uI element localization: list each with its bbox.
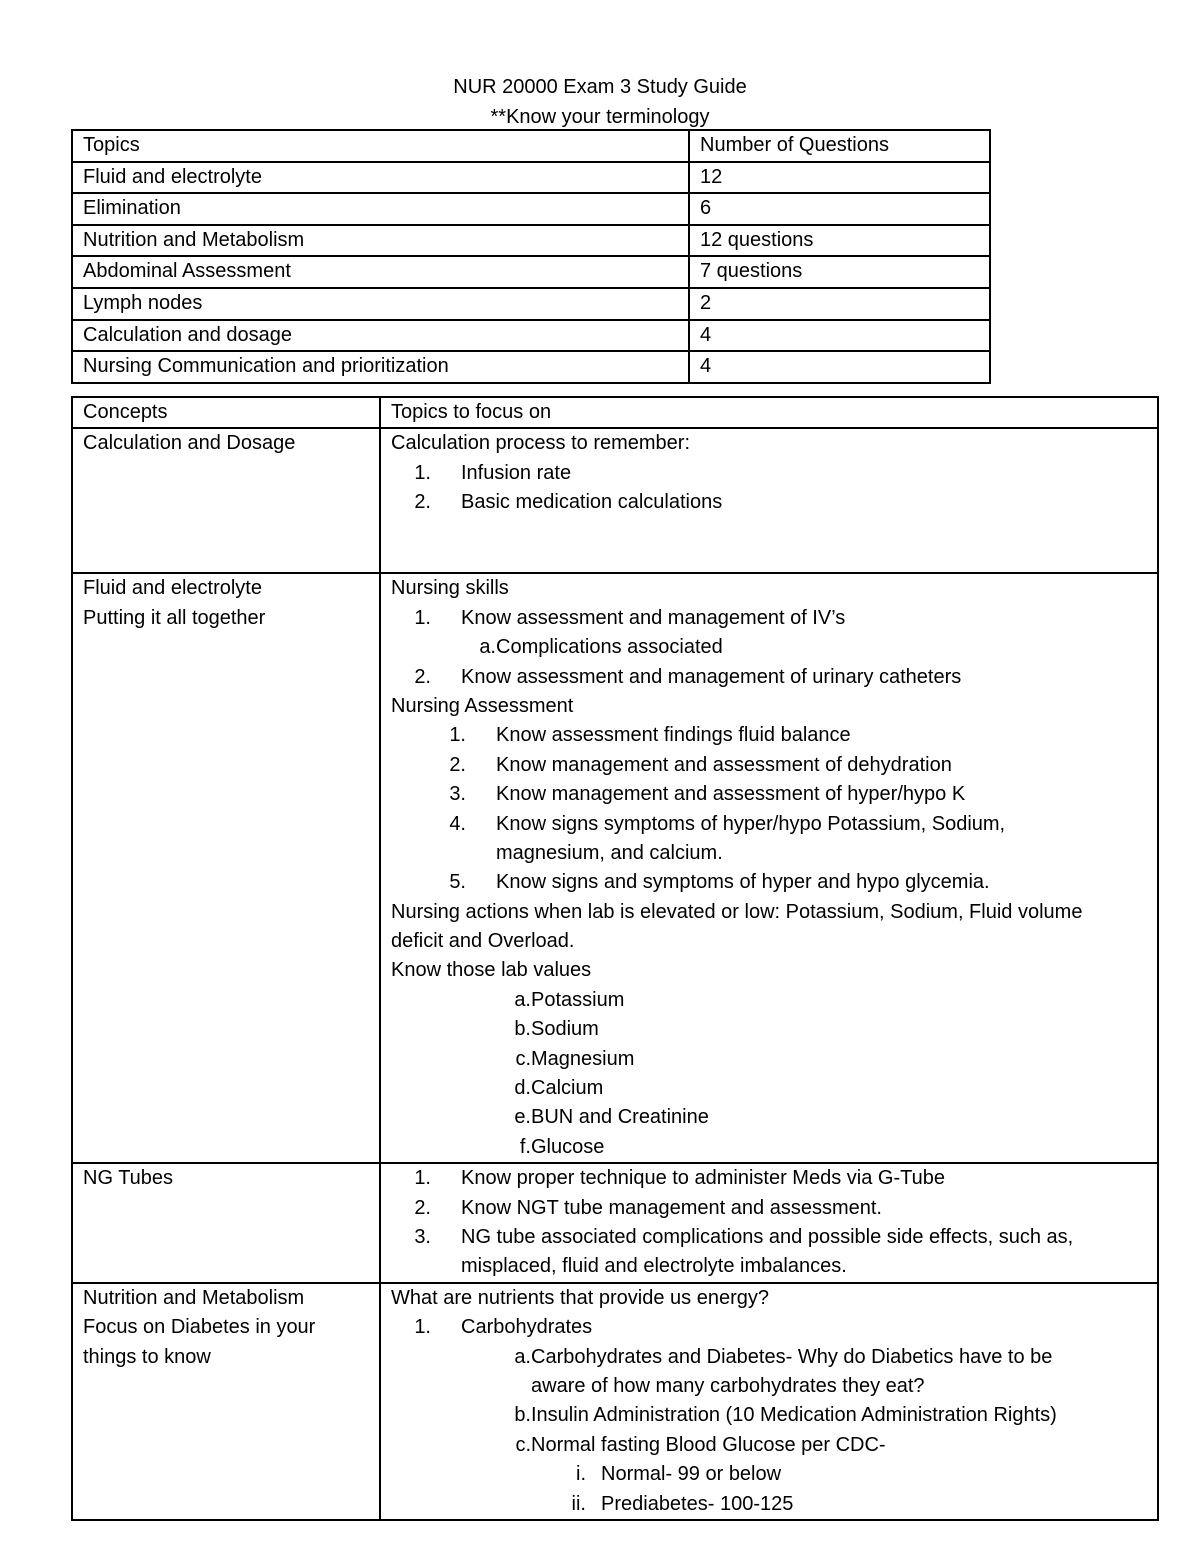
topics-table	[71, 129, 991, 384]
concept-name: NG Tubes	[83, 1167, 174, 1190]
topic-cell: Abdominal Assessment	[72, 256, 689, 288]
table-row	[72, 1283, 1158, 1520]
list-item-continuation: aware of how many carbohydrates they eat?	[531, 1374, 925, 1397]
list-item: a. Carbohydrates and Diabetes- Why do Diabetics have to be	[514, 1345, 1053, 1368]
list-item: 5. Know signs and symptoms of hyper and hypo glycemia.	[449, 871, 990, 894]
focus-cell	[380, 1163, 1158, 1283]
list-item: 2. Know NGT tube management and assessment.	[414, 1196, 882, 1219]
list-item: 1. Know assessment findings fluid balance	[449, 724, 851, 747]
topic-cell: Nursing Communication and prioritization	[72, 351, 689, 383]
section-heading: Nursing skills	[391, 577, 509, 600]
focus-cell	[380, 1283, 1158, 1520]
table-row	[72, 193, 990, 225]
concept-cell	[72, 573, 380, 1163]
topic-cell: Elimination	[72, 193, 689, 225]
focus-cell	[380, 428, 1158, 573]
concept-name: Nutrition and Metabolism	[83, 1286, 305, 1309]
concept-cell	[72, 1283, 380, 1520]
table-row	[72, 288, 990, 320]
concept-subtitle: Focus on Diabetes in your	[83, 1316, 316, 1339]
header-topics-to-focus-on: Topics to focus on	[380, 397, 1158, 428]
list-item: f. Glucose	[519, 1135, 605, 1158]
topic-cell: Lymph nodes	[72, 288, 689, 320]
list-item: i. Normal- 99 or below	[576, 1463, 782, 1486]
list-item: 1. Know proper technique to administer Meds via G-Tube	[414, 1167, 945, 1190]
list-item: 1. Know assessment and management of IV’s	[414, 606, 846, 629]
nursing-actions-text: deficit and Overload.	[391, 930, 575, 953]
question-count-cell: 12 questions	[689, 225, 990, 257]
header-concepts: Concepts	[72, 397, 380, 428]
question-count-cell: 4	[689, 351, 990, 383]
list-item: b. Sodium	[514, 1018, 599, 1041]
table-row	[72, 320, 990, 352]
concepts-table	[71, 396, 1159, 1521]
list-item: c. Normal fasting Blood Glucose per CDC-	[515, 1433, 886, 1456]
question-count-cell: 2	[689, 288, 990, 320]
section-heading: Nursing Assessment	[391, 694, 574, 717]
list-item: 1. Infusion rate	[414, 461, 572, 484]
list-item: ii. Prediabetes- 100-125	[571, 1492, 794, 1515]
list-item: 3. Know management and assessment of hyper/hypo K	[449, 783, 966, 806]
concept-name: Calculation and Dosage	[83, 432, 296, 455]
question-count-cell: 4	[689, 320, 990, 352]
table-header-row	[72, 130, 990, 162]
question-count-cell: 12	[689, 162, 990, 194]
focus-intro: Calculation process to remember:	[391, 432, 691, 455]
header-topics: Topics	[72, 130, 689, 162]
nursing-actions-text: Nursing actions when lab is elevated or low: Potassium, Sodium, Fluid volume	[391, 900, 1083, 923]
table-row	[72, 225, 990, 257]
concept-subtitle: Putting it all together	[83, 606, 266, 629]
table-row	[72, 162, 990, 194]
list-item: 4. Know signs symptoms of hyper/hypo Potassium, Sodium,	[449, 812, 1006, 835]
concept-subtitle: things to know	[83, 1345, 211, 1368]
list-item: e. BUN and Creatinine	[514, 1106, 709, 1129]
document-subtitle: **Know your terminology	[490, 106, 710, 128]
table-header-row	[72, 397, 1158, 428]
list-item: 1. Carbohydrates	[414, 1316, 593, 1339]
section-heading: Know those lab values	[391, 959, 592, 982]
list-item: c. Magnesium	[515, 1047, 635, 1070]
concept-name: Fluid and electrolyte	[83, 577, 262, 600]
focus-intro: What are nutrients that provide us energy?	[391, 1286, 769, 1309]
document-title: NUR 20000 Exam 3 Study Guide	[453, 76, 747, 98]
list-item: 3. NG tube associated complications and possible side effects, such as,	[414, 1226, 1074, 1248]
header-number-of-questions: Number of Questions	[689, 130, 990, 162]
table-row	[72, 573, 1158, 1163]
list-item: 2. Know assessment and management of urinary catheters	[414, 665, 962, 688]
focus-cell	[380, 573, 1158, 1163]
table-row	[72, 1163, 1158, 1283]
list-item-continuation: magnesium, and calcium.	[496, 841, 723, 864]
list-item: a. Complications associated	[479, 636, 723, 659]
table-row	[72, 256, 990, 288]
list-item: b. Insulin Administration (10 Medication Administration Rights)	[514, 1404, 1057, 1427]
topic-cell: Nutrition and Metabolism	[72, 225, 689, 257]
concept-cell	[72, 428, 380, 573]
table-row	[72, 428, 1158, 573]
table-row	[72, 351, 990, 383]
question-count-cell: 7 questions	[689, 256, 990, 288]
list-item: d. Calcium	[514, 1077, 604, 1100]
question-count-cell: 6	[689, 193, 990, 225]
list-item: a. Potassium	[514, 988, 625, 1011]
list-item: 2. Basic medication calculations	[414, 491, 723, 514]
list-item-continuation: misplaced, fluid and electrolyte imbalances.	[461, 1255, 847, 1278]
list-item: 2. Know management and assessment of dehydration	[449, 753, 952, 776]
concept-cell	[72, 1163, 380, 1283]
title-block	[0, 72, 1200, 132]
topic-cell: Fluid and electrolyte	[72, 162, 689, 194]
topic-cell: Calculation and dosage	[72, 320, 689, 352]
